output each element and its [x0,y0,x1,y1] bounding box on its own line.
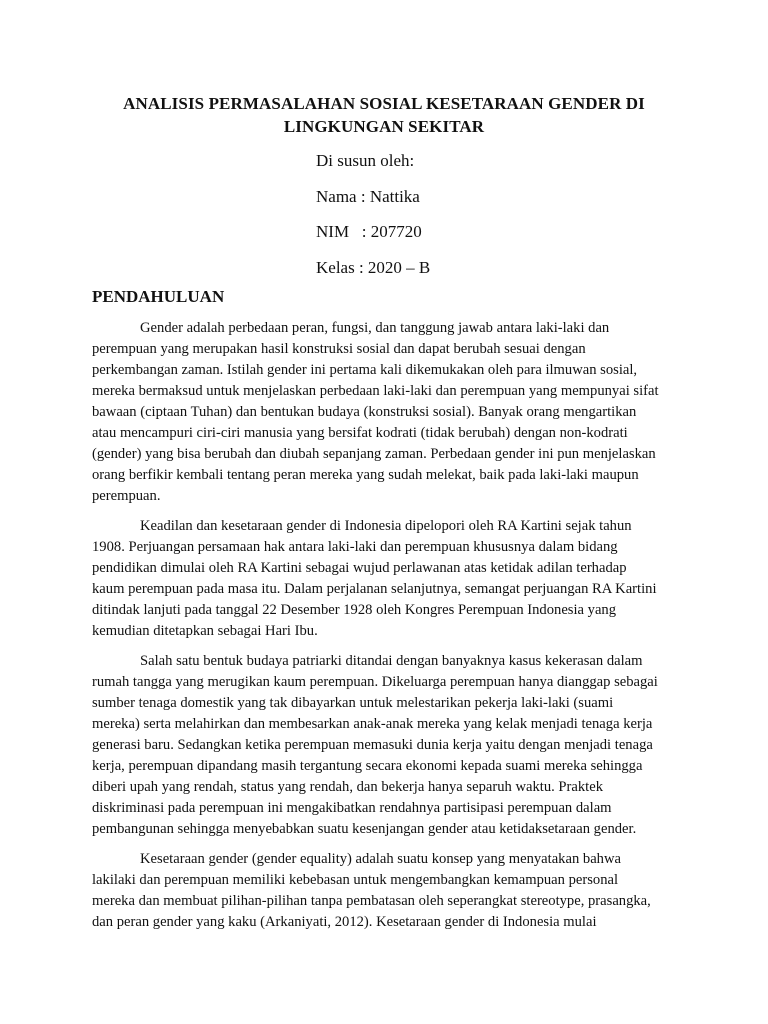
paragraph-2 [92,516,682,642]
paragraph-line: Salah satu bentuk budaya patriarki ditandai dengan banyaknya kasus kekerasan dalam [140,653,643,669]
paragraph-line: Kesetaraan gender (gender equality) adalah suatu konsep yang menyatakan bahwa [140,851,621,867]
title-line-2: LINGKUNGAN SEKITAR [283,117,485,136]
author-line-nim: NIM : 207720 [316,222,422,241]
paragraph-line: Keadilan dan kesetaraan gender di Indonesia dipelopori oleh RA Kartini sejak tahun [140,518,632,534]
paragraph-line: 1908. Perjuangan persamaan hak antara laki-laki dan perempuan khususnya dalam bidang [92,539,618,555]
paragraph-line: rumah tangga yang merugikan kaum perempuan. Dikeluarga perempuan hanya dianggap sebagai [92,674,658,690]
paragraph-line: atau mencampuri ciri-ciri manusia yang bersifat kodrati (tidak berubah) dengan non-kodrati [92,425,628,441]
paragraph-line: diberi upah yang rendah, status yang rendah, dan bekerja hanya separuh waktu. Praktek [92,779,604,795]
paragraph-line: kemudian ditetapkan sebagai Hari Ibu. [92,623,318,639]
paragraph-line: ditindak lanjuti pada tanggal 22 Desember 1928 oleh Kongres Perempuan Indonesia yang [92,602,617,618]
paragraph-line: dan peran gender yang kaku (Arkaniyati, 2012). Kesetaraan gender di Indonesia mulai [92,914,597,930]
author-line-compiled-by: Di susun oleh: [316,151,415,170]
paragraph-line: kerja, perempuan dipandang masih tergantung secara ekonomi kepada suami mereka sehingga [92,758,643,774]
paragraph-line: perkembangan zaman. Istilah gender ini pertama kali dikemukakan oleh para ilmuwan sosial, [92,362,638,378]
paragraph-line: perempuan yang merupakan hasil konstruksi sosial dan dapat berubah sesuai dengan [92,341,586,357]
paragraph-line: kaum perempuan pada masa itu. Dalam perjalanan selanjutnya, semangat perjuangan RA Kartini [92,581,657,597]
paragraph-line: lakilaki dan perempuan memiliki kebebasan untuk mengembangkan kemampuan personal [92,872,619,888]
paragraph-line: Gender adalah perbedaan peran, fungsi, dan tanggung jawab antara laki-laki dan [140,320,610,336]
paragraph-1 [92,318,682,507]
paragraph-4 [92,849,682,933]
section-heading: PENDAHULUAN [92,287,225,306]
paragraph-line: bawaan (ciptaan Tuhan) dan bentukan budaya (konstruksi sosial). Banyak orang mengartikan [92,404,637,420]
author-block [316,150,430,292]
paragraph-line: (gender) yang bisa berubah dan diubah sepanjang zaman. Perbedaan gender ini pun menjelaskan [92,446,656,462]
paragraph-line: mereka) serta melahirkan dan membesarkan anak-anak mereka yang kelak menjadi tenaga kerja [92,716,653,732]
paragraph-line: generasi baru. Sedangkan ketika perempuan memasuki dunia kerja yaitu dengan menjadi tenaga [92,737,653,753]
paragraph-line: diskriminasi pada perempuan ini mengakibatkan rendahnya partisipasi perempuan dalam [92,800,612,816]
paragraph-line: orang berfikir kembali tentang peran mereka yang sudah melekat, baik pada laki-laki maupun [92,467,639,483]
title-line-1: ANALISIS PERMASALAHAN SOSIAL KESETARAAN GENDER DI [123,94,645,113]
paragraph-line: mereka dan membuat pilihan-pilihan tanpa pembatasan oleh seperangkat stereotype, prasangka, [92,893,651,909]
paragraph-3 [92,651,682,840]
document-body [92,318,682,942]
paragraph-line: mereka bermaksud untuk menjelaskan perbedaan laki-laki dan perempuan yang mempunyai sifat [92,383,659,399]
paragraph-line: pembangunan sehingga menyebabkan suatu kesenjangan gender atau ketidaksetaraan gender. [92,821,637,837]
paragraph-line: pendidikan dimulai oleh RA Kartini sebagai wujud perlawanan atas ketidak adilan terhadap [92,560,627,576]
author-line-class: Kelas : 2020 – B [316,257,431,277]
author-line-name: Nama : Nattika [316,186,420,206]
paragraph-line: sumber tenaga domestik yang tak dibayarkan untuk melestarikan pekerja laki-laki (suami [92,695,614,711]
document-title [80,92,688,138]
paragraph-line: perempuan. [92,488,161,504]
